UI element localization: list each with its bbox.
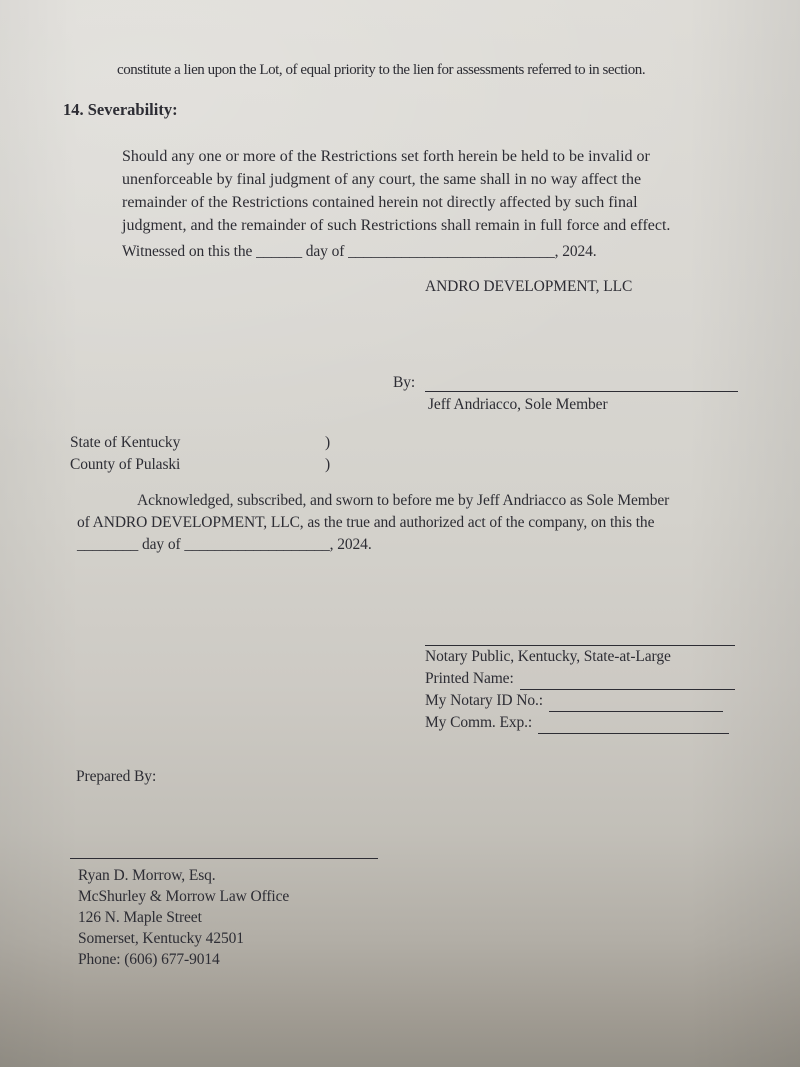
prepared-by-label: Prepared By: [76,768,157,785]
paragraph-line: unenforceable by final judgment of any court, the same shall in no way affect the [122,171,642,188]
comm-exp-label: My Comm. Exp.: [425,714,533,731]
by-label: By: [393,374,416,391]
paragraph-line: Should any one or more of the Restrictions set forth herein be held to be invalid or [122,148,650,165]
preparer-block [78,865,289,970]
paragraph-line: Acknowledged, subscribed, and sworn to before me by Jeff Andriacco as Sole Member [137,492,670,509]
preparer-name: Ryan D. Morrow, Esq. [78,867,216,884]
company-name: ANDRO DEVELOPMENT, LLC [425,278,633,295]
county-line [70,454,330,476]
notary-id-blank [549,695,723,712]
notary-id-row [425,690,735,712]
preparer-street: 126 N. Maple Street [78,909,202,926]
open-paren: ) [325,456,331,473]
county-label: County of Pulaski [70,456,181,473]
witness-date-line: Witnessed on this the ______ day of ___________________________, 2024. [122,243,597,260]
venue-block [70,432,330,476]
comm-exp-blank [538,717,729,734]
comm-exp-row [425,712,735,734]
paragraph-line: ________ day of ___________________, 2024. [77,536,372,553]
printed-name-label: Printed Name: [425,670,514,687]
open-paren: ) [325,434,331,451]
acknowledgment-paragraph [77,490,669,556]
preparer-city: Somerset, Kentucky 42501 [78,930,244,947]
section-heading: 14. Severability: [63,100,178,119]
preparer-firm: McShurley & Morrow Law Office [78,888,290,905]
severability-paragraph [122,145,670,237]
notary-id-label: My Notary ID No.: [425,692,543,709]
paragraph-line: remainder of the Restrictions contained herein not directly affected by such final [122,194,638,211]
by-signature-blank [425,373,738,392]
signer-name: Jeff Andriacco, Sole Member [428,396,608,413]
paragraph-line: of ANDRO DEVELOPMENT, LLC, as the true and authorized act of the company, on this the [77,514,655,531]
preparer-phone: Phone: (606) 677-9014 [78,951,220,968]
printed-name-row [425,668,735,690]
paragraph-line: judgment, and the remainder of such Restrictions shall remain in full force and effect. [122,217,671,234]
preparer-signature-line [70,858,378,859]
continuation-line: constitute a lien upon the Lot, of equal priority to the lien for assessments referred to in section. [117,62,646,78]
state-line [70,432,330,454]
state-label: State of Kentucky [70,434,181,451]
notary-title: Notary Public, Kentucky, State-at-Large [425,648,671,665]
by-signature-row [393,373,738,392]
printed-name-blank [520,673,735,690]
notary-block [425,645,735,734]
